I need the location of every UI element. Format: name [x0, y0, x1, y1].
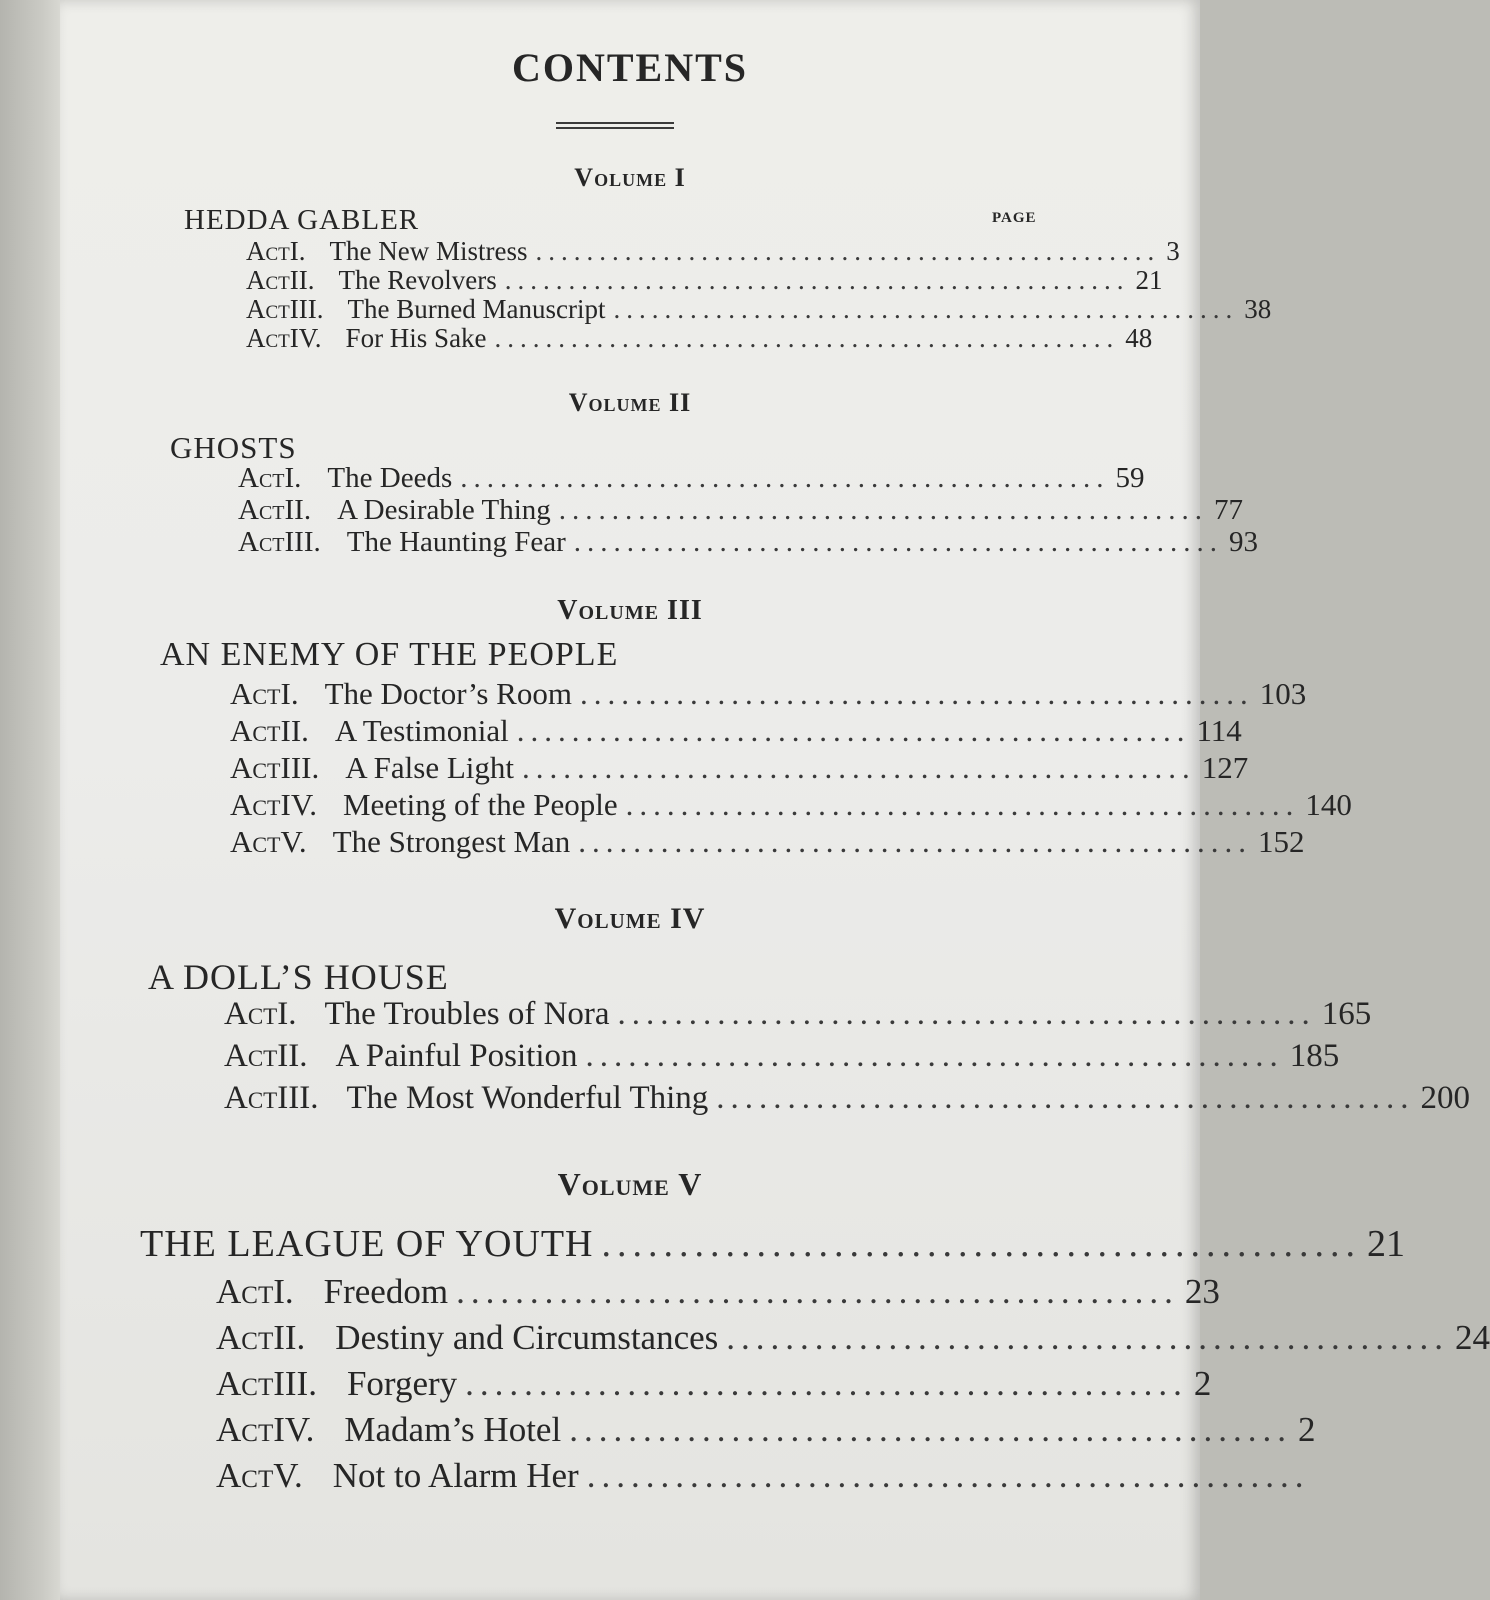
dot-leader: .................................................: [535, 236, 1161, 266]
toc-entry: [246, 236, 1180, 267]
act-number: I.: [280, 676, 299, 711]
page-number: 114: [1196, 713, 1242, 748]
page-number: 2: [1297, 1410, 1316, 1449]
page-number: 165: [1321, 996, 1372, 1032]
page-number: 127: [1201, 750, 1249, 785]
dot-leader: .................................................: [516, 713, 1191, 748]
dot-leader: .................................................: [625, 787, 1300, 822]
dot-leader: .................................................: [613, 294, 1239, 324]
act-title: The Deeds: [327, 462, 453, 494]
toc-entry: [238, 494, 1244, 527]
act-title: A False Light: [345, 750, 515, 785]
act-number: V.: [273, 1456, 303, 1495]
toc-entry: [216, 1272, 1220, 1312]
act-number: II.: [284, 494, 312, 526]
act-title: Forgery: [346, 1364, 458, 1403]
dot-leader: .................................................: [558, 494, 1209, 526]
act-title: The Most Wonderful Thing: [346, 1080, 709, 1116]
book-gutter: [0, 0, 60, 1600]
toc-entry: [216, 1456, 1310, 1496]
act-title: The Troubles of Nora: [324, 996, 610, 1032]
act-title: For His Sake: [345, 323, 487, 353]
heading-rule: [556, 122, 674, 129]
act-title: The Strongest Man: [332, 824, 571, 859]
act-label: Act: [238, 526, 285, 558]
act-title: The Burned Manuscript: [347, 294, 606, 324]
dot-leader: .................................................: [569, 1410, 1292, 1449]
play-title-dolls-house: A DOLL’S HOUSE: [148, 957, 449, 997]
dot-leader: .................................................: [456, 1272, 1179, 1311]
volume-3-label: Volume III: [557, 595, 703, 626]
dot-leader: .................................................: [726, 1318, 1450, 1357]
act-label: Act: [246, 323, 290, 353]
dot-leader: .................................................: [573, 526, 1224, 558]
volume-5-label: Volume V: [557, 1166, 703, 1202]
page-number: 93: [1229, 526, 1259, 558]
dot-leader: .................................................: [465, 1364, 1188, 1403]
act-title: Freedom: [323, 1272, 449, 1311]
page-number: 77: [1214, 494, 1244, 526]
act-label: Act: [216, 1410, 274, 1449]
act-number: III.: [277, 1080, 319, 1116]
toc-entry: [230, 750, 1249, 786]
act-number: II.: [289, 265, 315, 295]
volume-2-label: Volume II: [568, 388, 692, 417]
play-title-enemy-of-the-people: AN ENEMY OF THE PEOPLE: [160, 636, 619, 673]
act-label: Act: [216, 1364, 274, 1403]
act-number: II.: [273, 1318, 306, 1357]
toc-entry: [140, 1222, 1405, 1266]
act-number: III.: [280, 750, 320, 785]
dot-leader: .................................................: [586, 1456, 1310, 1495]
dot-leader: .................................................: [504, 265, 1130, 295]
page-number: 48: [1125, 323, 1153, 353]
page-number: 152: [1258, 824, 1305, 859]
page-number: 2: [1193, 1364, 1212, 1403]
dot-leader: .................................................: [716, 1080, 1415, 1116]
toc-entry: [224, 996, 1372, 1033]
page-number: 21: [1366, 1223, 1405, 1265]
toc-entry: [246, 265, 1163, 296]
dot-leader: .................................................: [460, 462, 1110, 494]
toc-entry: [224, 1038, 1340, 1075]
act-number: V.: [280, 824, 307, 859]
toc-entry: [216, 1318, 1490, 1358]
act-label: Act: [230, 750, 281, 785]
act-label: Act: [216, 1456, 274, 1495]
toc-entry: [246, 323, 1153, 354]
act-label: Act: [224, 1080, 278, 1116]
page-number: 185: [1289, 1038, 1340, 1074]
act-label: Act: [216, 1272, 274, 1311]
play-title-ghosts: GHOSTS: [170, 430, 297, 465]
toc-entry: [230, 676, 1307, 712]
act-title: The Revolvers: [338, 265, 497, 295]
act-number: II.: [280, 713, 309, 748]
act-number: I.: [284, 462, 302, 494]
act-title: Meeting of the People: [342, 787, 618, 822]
act-label: Act: [246, 294, 290, 324]
toc-entry: [246, 294, 1272, 325]
toc-entry: [216, 1410, 1316, 1450]
act-number: III.: [273, 1364, 317, 1403]
dot-leader: .................................................: [585, 1038, 1284, 1074]
page-number: 200: [1420, 1080, 1471, 1116]
toc-entry: [216, 1364, 1212, 1404]
volume-1-label: Volume I: [574, 163, 686, 192]
page-number: 59: [1115, 462, 1145, 494]
act-label: Act: [216, 1318, 274, 1357]
page-column-label: PAGE: [992, 210, 1037, 226]
act-title: Not to Alarm Her: [332, 1456, 579, 1495]
page-number: 21: [1135, 265, 1163, 295]
act-label: Act: [224, 996, 278, 1032]
act-number: IV.: [273, 1410, 315, 1449]
toc-entry: [230, 824, 1305, 860]
dot-leader: .................................................: [578, 824, 1253, 859]
act-title: Madam’s Hotel: [344, 1410, 562, 1449]
act-number: II.: [277, 1038, 308, 1074]
act-number: IV.: [289, 323, 322, 353]
volume-4-label: Volume IV: [554, 902, 706, 935]
act-title: The Doctor’s Room: [324, 676, 572, 711]
dot-leader: .................................................: [579, 676, 1254, 711]
page-number: 140: [1305, 787, 1352, 822]
toc-entry: [238, 526, 1259, 559]
act-title: The New Mistress: [329, 236, 528, 266]
page-number: 23: [1184, 1272, 1220, 1311]
act-number: I.: [289, 236, 306, 266]
page-number: 38: [1244, 294, 1272, 324]
act-label: Act: [224, 1038, 278, 1074]
act-label: Act: [230, 713, 281, 748]
act-title: A Testimonial: [334, 713, 509, 748]
act-label: Act: [230, 824, 281, 859]
act-label: Act: [230, 676, 281, 711]
act-label: Act: [246, 265, 290, 295]
page-number: 3: [1166, 236, 1180, 266]
toc-entry: [230, 713, 1242, 749]
act-title: The Haunting Fear: [346, 526, 566, 558]
dot-leader: .................................................: [617, 996, 1316, 1032]
act-number: III.: [289, 294, 324, 324]
contents-heading: CONTENTS: [511, 45, 749, 90]
toc-entry: [238, 462, 1145, 495]
act-label: Act: [230, 787, 281, 822]
act-number: IV.: [280, 787, 317, 822]
act-number: I.: [273, 1272, 294, 1311]
play-title-hedda-gabler: HEDDA GABLER: [184, 204, 420, 236]
act-label: Act: [238, 462, 285, 494]
toc-entry: [224, 1080, 1471, 1117]
act-title: A Painful Position: [335, 1038, 578, 1074]
dot-leader: .................................................: [601, 1223, 1361, 1265]
act-number: I.: [277, 996, 297, 1032]
act-title: Destiny and Circumstances: [335, 1318, 719, 1357]
act-label: Act: [238, 494, 285, 526]
page-number: 24: [1455, 1318, 1490, 1357]
dot-leader: .................................................: [494, 323, 1120, 353]
act-number: III.: [284, 526, 321, 558]
dot-leader: .................................................: [522, 750, 1196, 785]
play-title-league-of-youth: THE LEAGUE OF YOUTH: [140, 1223, 594, 1265]
act-label: Act: [246, 236, 290, 266]
toc-entry: [230, 787, 1352, 823]
page-number: 103: [1259, 676, 1307, 711]
act-title: A Desirable Thing: [337, 494, 551, 526]
